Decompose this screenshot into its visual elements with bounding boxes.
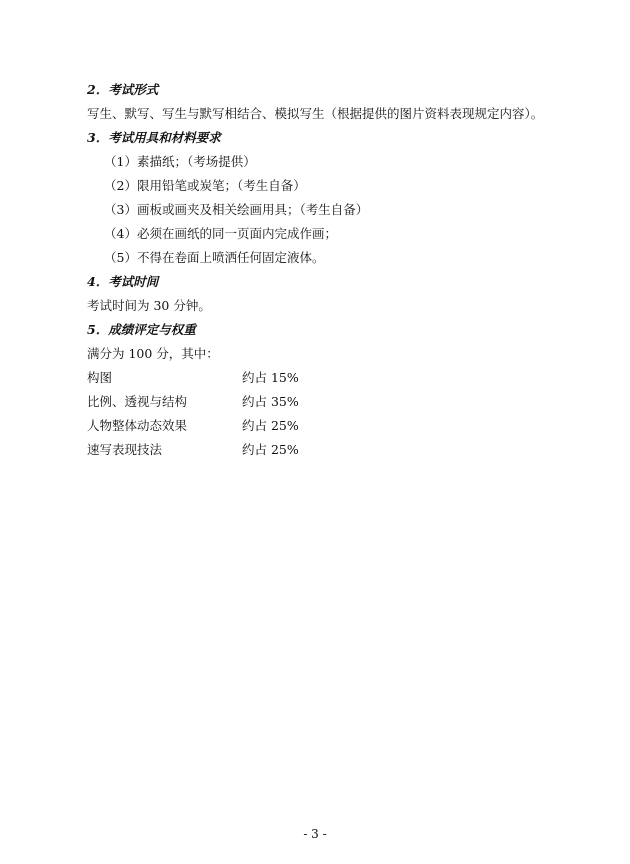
scoring-item-label: 比例、透视与结构 [87, 394, 188, 409]
section-heading-exam-form: 2．考试形式 [87, 82, 159, 97]
section-heading-exam-time: 4．考试时间 [87, 274, 159, 289]
scoring-row [87, 438, 557, 462]
scoring-item-label: 速写表现技法 [87, 442, 163, 457]
section-heading-scoring: 5．成绩评定与权重 [87, 322, 196, 337]
tools-list-item: （1）素描纸；（考场提供） [104, 154, 256, 169]
tools-list-item: （3）画板或画夹及相关绘画用具；（考生自备） [104, 202, 369, 217]
scoring-row [87, 414, 557, 438]
scoring-row [87, 390, 557, 414]
document-content [87, 78, 557, 462]
tools-list-item: （5）不得在卷面上喷洒任何固定液体。 [104, 250, 325, 265]
scoring-item-weight: 约占 25% [242, 418, 299, 433]
tools-list-item: （4）必须在画纸的同一页面内完成作画； [104, 226, 337, 241]
scoring-item-weight: 约占 25% [242, 442, 299, 457]
page-number: - 3 - [303, 827, 327, 841]
scoring-item-weight: 约占 35% [242, 394, 299, 409]
tools-list-item: （2）限用铅笔或炭笔；（考生自备） [104, 178, 306, 193]
scoring-item-label: 构图 [87, 370, 113, 385]
scoring-row [87, 366, 557, 390]
scoring-intro: 满分为 100 分，其中： [87, 346, 219, 361]
section-heading-tools: 3．考试用具和材料要求 [87, 130, 221, 145]
section-body-exam-time: 考试时间为 30 分钟。 [87, 298, 211, 313]
scoring-item-weight: 约占 15% [242, 370, 299, 385]
section-body-exam-form: 写生、默写、写生与默写相结合、模拟写生（根据提供的图片资料表现规定内容）。 [87, 106, 544, 121]
scoring-item-label: 人物整体动态效果 [87, 418, 188, 433]
